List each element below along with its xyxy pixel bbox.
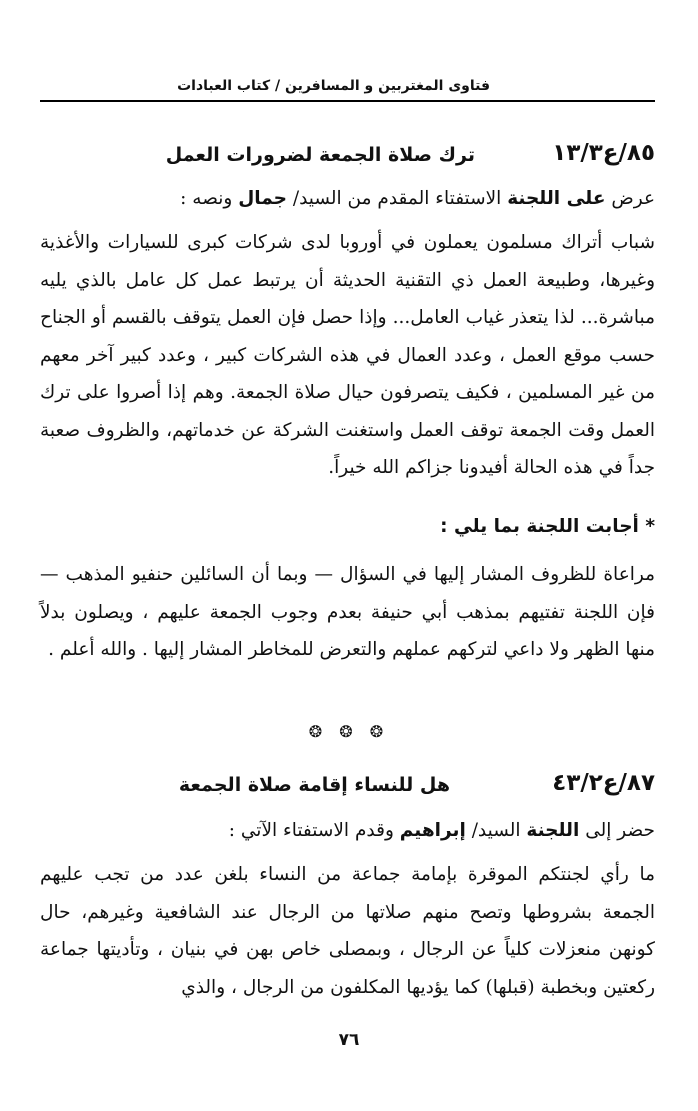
section2-title: هل للنساء إقامة صلاة الجمعة (178, 774, 450, 796)
section1-heading (40, 140, 655, 172)
section2-intro-text-2: السيد/ (465, 820, 527, 841)
section1-intro-text-2: الاستفتاء المقدم من السيد/ (286, 188, 508, 209)
section1-answer: مراعاة للظروف المشار إليها في السؤال — وبما أن السائلين حنفيو المذهب — فإن اللجنة تفتيهم بمذهب أبي حنيفة بعدم وجوب الجمعة عليهم ، ويصلون بدلاً منها الظهر ولا داعي لتركهم عملهم والتعرض للمخاطر المشار إليها . والله أعلم . (40, 564, 655, 660)
section-divider: ❂ ❂ ❂ (308, 722, 390, 741)
section1-intro-committee: على اللجنة (507, 188, 606, 209)
running-header: فتاوى المغتربين و المسافرين / كتاب العبادات (177, 78, 490, 94)
section1-title: ترك صلاة الجمعة لضرورات العمل (165, 144, 475, 166)
section2-intro-text-1: حضر إلى (579, 820, 655, 841)
section2-intro (40, 812, 655, 850)
section1-intro-text-1: عرض (605, 188, 655, 209)
section1-intro-name: جمال (238, 188, 287, 209)
section2-question: ما رأي لجنتكم الموقرة بإمامة جماعة من النساء بلغن عدد من تجب عليهم الجمعة بشروطها وتصح منهم صلاتها من الرجال عند الشافعية وغيرهم، حال كونهن منعزلات كلياً عن الرجال ، وبمصلى خاص بهن في بنيان ، وتأديتها جماعة ركعتين وبخطبة (قبلها) كما يؤديها المكلفون من الرجال ، والذي (40, 864, 655, 998)
section1-intro (40, 180, 655, 218)
section1-answer-heading: * أجابت اللجنة بما يلي : (440, 516, 655, 537)
page-number: ٧٦ (338, 1030, 360, 1050)
section2-intro-text-3: وقدم الاستفتاء الآتي : (228, 820, 400, 841)
section2-intro-name: إبراهيم (399, 820, 466, 841)
section1-question: شباب أتراك مسلمون يعملون في أوروبا لدى شركات كبرى للسيارات والأغذية وغيرها، وطبيعة العمل ذي التقنية الحديثة أن يرتبط عمل كل عامل بالذي يليه مباشرة... لذا يتعذر غياب العامل... وإذا حصل فإن العمل يتوقف بالقسم أو الجناح حسب موقع العمل ، وعدد العمال في هذه الشركات كبير ، وعدد كبير آخر معهم من غير المسلمين ، فكيف يتصرفون حيال صلاة الجمعة. وهم إذا أصروا على ترك العمل وقت الجمعة توقف العمل واستغنت الشركة عن خدماتهم، والظروف صعبة جداً في هذه الحالة أفيدونا جزاكم الله خيراً. (40, 232, 655, 478)
section2-number: ٨٧/ع٤٣/٢ (552, 770, 655, 796)
section2-intro-committee: اللجنة (526, 820, 580, 841)
section1-number: ٨٥/ع١٣/٣ (552, 140, 655, 166)
section2-heading (40, 770, 655, 802)
header-rule (40, 100, 655, 102)
section1-intro-text-3: ونصه : (180, 188, 239, 209)
